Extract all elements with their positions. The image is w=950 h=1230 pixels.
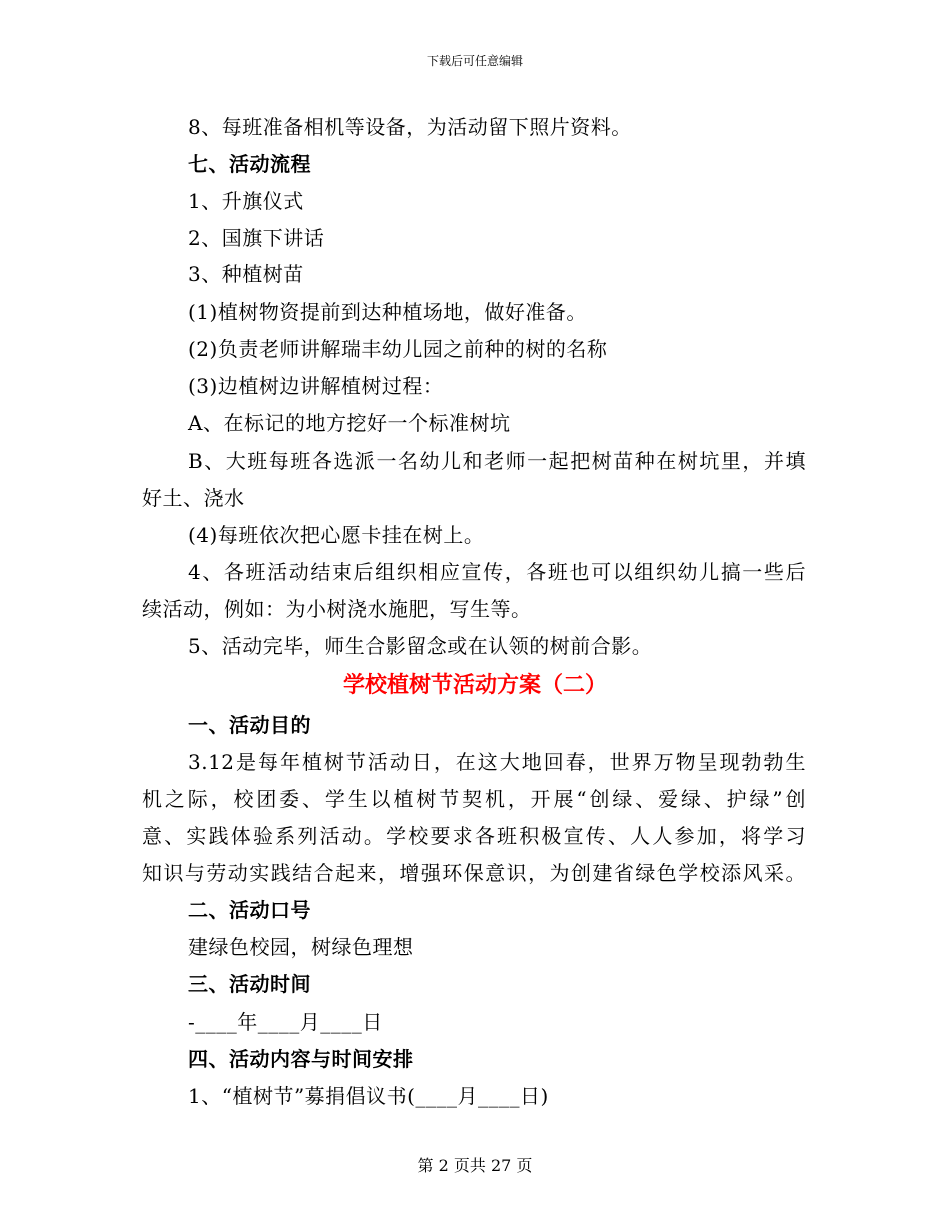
text-line: (2)负责老师讲解瑞丰幼儿园之前种的树的名称 <box>188 337 608 361</box>
section-heading: 二、活动口号 <box>188 898 311 922</box>
section-heading: 三、活动时间 <box>188 972 311 996</box>
text-line: 8、每班准备相机等设备，为活动留下照片资料。 <box>188 115 632 139</box>
document-title: 学校植树节活动方案（二） <box>342 673 607 698</box>
text-line: A、在标记的地方挖好一个标准树坑 <box>188 411 511 435</box>
text-line: 1、升旗仪式 <box>188 189 304 213</box>
text-line: 3、种植树苗 <box>188 262 304 286</box>
text-line: 续活动，例如：为小树浇水施肥，写生等。 <box>142 597 532 621</box>
text-line: (1)植树物资提前到达种植场地，做好准备。 <box>188 300 587 324</box>
page-header: 下载后可任意编辑 <box>426 54 523 68</box>
text-line: 4、各班活动结束后组织相应宣传，各班也可以组织幼儿搞一些后 <box>188 560 806 584</box>
text-line: -____年____月____日 <box>188 1010 383 1034</box>
text-line: 1、“植树节”募捐倡议书(____月____日) <box>188 1084 549 1108</box>
text-line: 5、活动完毕，师生合影留念或在认领的树前合影。 <box>188 634 653 658</box>
text-line: 知识与劳动实践结合起来，增强环保意识，为创建省绿色学校添风采。 <box>142 861 806 885</box>
text-line: (3)边植树边讲解植树过程： <box>188 374 444 398</box>
text-line: 好土、浇水 <box>142 486 245 510</box>
section-heading: 一、活动目的 <box>188 713 311 737</box>
text-line: (4)每班依次把心愿卡挂在树上。 <box>188 523 485 547</box>
page-footer: 第 2 页共 27 页 <box>417 1156 533 1175</box>
text-line: 2、国旗下讲话 <box>188 226 325 250</box>
section-heading: 四、活动内容与时间安排 <box>188 1047 414 1071</box>
text-line: 机之际，校团委、学生以植树节契机，开展“创绿、爱绿、护绿”创 <box>142 787 806 811</box>
text-line: 建绿色校园，树绿色理想 <box>188 935 414 959</box>
text-line: B、大班每班各选派一名幼儿和老师一起把树苗种在树坑里，并填 <box>188 449 806 473</box>
text-line: 3.12是每年植树节活动日，在这大地回春，世界万物呈现勃勃生 <box>188 750 806 774</box>
text-line: 意、实践体验系列活动。学校要求各班积极宣传、人人参加，将学习 <box>142 824 806 848</box>
section-heading: 七、活动流程 <box>188 152 311 176</box>
